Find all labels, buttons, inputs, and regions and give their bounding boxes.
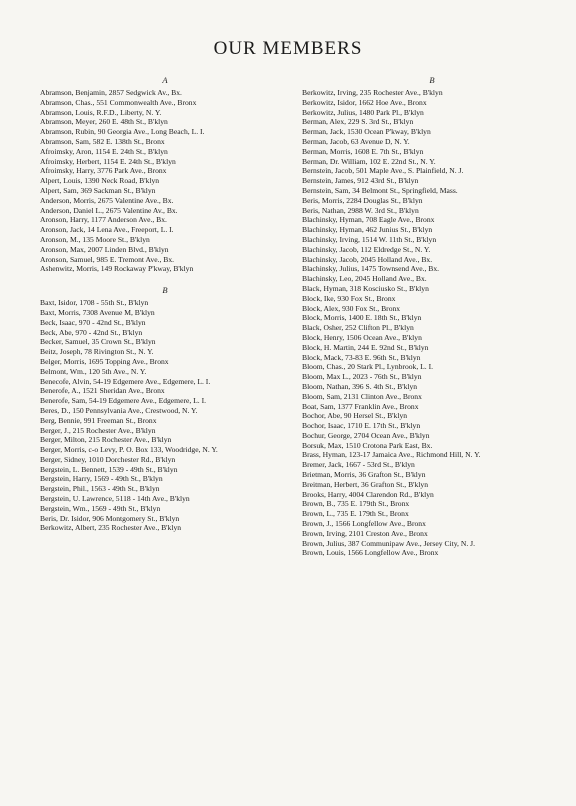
member-entry: Abramson, Sam, 582 E. 138th St., Bronx bbox=[40, 136, 165, 146]
member-entry: Berg, Bennie, 991 Freeman St., Bronx bbox=[40, 415, 157, 425]
member-entry: Anderson, Morris, 2675 Valentine Ave., Bx. bbox=[40, 195, 174, 205]
member-entry: Bloom, Nathan, 396 S. 4th St., B'klyn bbox=[302, 381, 418, 391]
member-list-a bbox=[40, 88, 290, 274]
section-heading-a: A bbox=[162, 75, 168, 85]
member-entry: Aronson, Samuel, 985 E. Tremont Ave., Bx. bbox=[40, 254, 175, 264]
member-entry: Bochor, Isaac, 1710 E. 17th St., B'klyn bbox=[302, 421, 421, 431]
member-entry: Brietman, Morris, 36 Grafton St., B'klyn bbox=[302, 470, 426, 480]
member-entry: Brown, B., 735 E. 179th St., Bronx bbox=[302, 499, 410, 509]
member-entry: Abramson, Benjamin, 2857 Sedgwick Av., Bx. bbox=[40, 88, 182, 97]
member-entry: Baxt, Morris, 7308 Avenue M, B'klyn bbox=[40, 307, 155, 317]
member-entry: Bloom, Max L., 2023 - 76th St., B'klyn bbox=[302, 372, 422, 382]
member-entry: Benerofe, Sam, 54-19 Edgemere Ave., Edgemere, L. I. bbox=[40, 396, 207, 406]
member-entry: Bloom, Chas., 20 Stark Pl., Lynbrook, L. I. bbox=[302, 362, 433, 372]
member-entry: Bergstein, U. Lawrence, 5118 - 14th Ave., B'klyn bbox=[40, 494, 190, 504]
member-entry: Borsuk, Max, 1510 Crotona Park East, Bx. bbox=[302, 440, 433, 450]
member-entry: Bochur, George, 2704 Ocean Ave., B'klyn bbox=[302, 430, 430, 440]
member-list-b-right bbox=[302, 88, 562, 558]
member-entry: Benecofe, Alvin, 54-19 Edgemere Ave., Edgemere, L. I. bbox=[40, 376, 211, 386]
member-entry: Abramson, Chas., 551 Commonwealth Ave., Bronx bbox=[40, 97, 197, 107]
member-entry: Beris, Morris, 2284 Douglas St., B'klyn bbox=[302, 195, 423, 205]
member-entry: Black, Osher, 252 Clifton Pl., B'klyn bbox=[302, 323, 414, 333]
member-entry: Berkowitz, Albert, 235 Rochester Ave., B'klyn bbox=[40, 523, 182, 533]
member-entry: Abramson, Meyer, 260 E. 48th St., B'klyn bbox=[40, 117, 168, 127]
member-entry: Brown, Julius, 387 Communipaw Ave., Jersey City, N. J. bbox=[302, 538, 475, 548]
member-entry: Berman, Jack, 1530 Ocean P'kway, B'klyn bbox=[302, 127, 431, 137]
member-entry: Abramson, Louis, R.F.D., Liberty, N. Y. bbox=[40, 107, 162, 117]
member-entry: Beitz, Joseph, 78 Rivington St., N. Y. bbox=[40, 347, 154, 357]
member-entry: Berger, Milton, 215 Rochester Ave., B'klyn bbox=[40, 435, 172, 445]
member-entry: Berger, Morris, c-o Levy, P. O. Box 133, Woodridge, N. Y. bbox=[40, 445, 218, 455]
member-entry: Beris, Nathan, 2988 W. 3rd St., B'klyn bbox=[302, 205, 419, 215]
member-entry: Ashenwitz, Morris, 149 Rockaway P'kway, B'klyn bbox=[40, 264, 194, 274]
member-entry: Alpert, Louis, 1390 Neck Road, B'klyn bbox=[40, 176, 160, 186]
member-entry: Benerofe, A., 1521 Sheridan Ave., Bronx bbox=[40, 386, 165, 396]
member-entry: Blachinsky, Hyman, 462 Junius St., B'klyn bbox=[302, 225, 433, 235]
member-entry: Aronson, Harry, 1177 Anderson Ave., Bx. bbox=[40, 215, 167, 225]
member-entry: Berman, Dr. William, 102 E. 22nd St., N. Y. bbox=[302, 156, 436, 166]
member-entry: Blachinsky, Irving, 1514 W. 11th St., B'klyn bbox=[302, 234, 437, 244]
member-entry: Blachinsky, Julius, 1475 Townsend Ave., Bx. bbox=[302, 264, 440, 274]
member-entry: Blachinsky, Hyman, 708 Eagle Ave., Bronx bbox=[302, 215, 435, 225]
member-entry: Aronson, Jack, 14 Lena Ave., Freeport, L. I. bbox=[40, 225, 174, 235]
member-entry: Brown, J., 1566 Longfellow Ave., Bronx bbox=[302, 519, 426, 529]
member-entry: Beris, Dr. Isidor, 906 Montgomery St., B'klyn bbox=[40, 513, 180, 523]
member-entry: Berman, Morris, 1608 E. 7th St., B'klyn bbox=[302, 146, 424, 156]
member-entry: Abramson, Rubin, 90 Georgia Ave., Long Beach, L. I. bbox=[40, 127, 205, 137]
member-entry: Block, H. Martin, 244 E. 92nd St., B'klyn bbox=[302, 342, 429, 352]
member-entry: Bergstein, Wm., 1569 - 49th St., B'klyn bbox=[40, 503, 161, 513]
member-entry: Berman, Alex, 229 S. 3rd St., B'klyn bbox=[302, 117, 414, 127]
member-entry: Bremer, Jack, 1667 - 53rd St., B'klyn bbox=[302, 460, 415, 470]
left-column bbox=[40, 74, 290, 533]
member-entry: Berkowitz, Julius, 1480 Park Pl., B'klyn bbox=[302, 107, 424, 117]
member-entry: Anderson, Daniel L., 2675 Valentine Av., Bx. bbox=[40, 205, 178, 215]
member-entry: Brass, Hyman, 123-17 Jamaica Ave., Richmond Hill, N. Y. bbox=[302, 450, 481, 460]
member-list-b-left bbox=[40, 298, 290, 533]
member-entry: Afroimsky, Harry, 3776 Park Ave., Bronx bbox=[40, 166, 167, 176]
member-entry: Brooks, Harry, 4004 Clarendon Rd., B'klyn bbox=[302, 489, 434, 499]
page-title: OUR MEMBERS bbox=[213, 38, 363, 59]
member-entry: Bernstein, Sam, 34 Belmont St., Springfield, Mass. bbox=[302, 185, 458, 195]
member-entry: Beres, D., 150 Pennsylvania Ave., Crestwood, N. Y. bbox=[40, 405, 198, 415]
member-entry: Bloom, Sam, 2131 Clinton Ave., Bronx bbox=[302, 391, 422, 401]
member-entry: Baxt, Isidor, 1708 - 55th St., B'klyn bbox=[40, 298, 149, 308]
member-entry: Block, Alex, 930 Fox St., Bronx bbox=[302, 303, 401, 313]
member-entry: Bergstein, Phil., 1563 - 49th St., B'klyn bbox=[40, 484, 160, 494]
member-entry: Blachinsky, Jacob, 2045 Holland Ave., Bx. bbox=[302, 254, 433, 264]
member-entry: Bernstein, Jacob, 501 Maple Ave., S. Plainfield, N. J. bbox=[302, 166, 464, 176]
section-heading-b: B bbox=[162, 285, 168, 296]
right-column bbox=[302, 74, 562, 558]
member-entry: Becker, Samuel, 35 Crown St., B'klyn bbox=[40, 337, 156, 347]
member-entry: Bochor, Abe, 90 Hersel St., B'klyn bbox=[302, 411, 408, 421]
member-entry: Black, Hyman, 318 Kosciusko St., B'klyn bbox=[302, 283, 429, 293]
member-entry: Berkowitz, Isidor, 1662 Hoe Ave., Bronx bbox=[302, 97, 427, 107]
member-entry: Berkowitz, Irving, 235 Rochester Ave., B'klyn bbox=[302, 88, 443, 97]
member-entry: Berman, Jacob, 63 Avenue D, N. Y. bbox=[302, 136, 410, 146]
member-entry: Block, Mack, 73-83 E. 96th St., B'klyn bbox=[302, 352, 421, 362]
member-entry: Berger, Sidney, 1010 Dorchester Rd., B'klyn bbox=[40, 454, 176, 464]
member-entry: Boat, Sam, 1377 Franklin Ave., Bronx bbox=[302, 401, 419, 411]
member-entry: Afroimsky, Aron, 1154 E. 24th St., B'klyn bbox=[40, 146, 168, 156]
member-entry: Brown, Irving, 2101 Creston Ave., Bronx bbox=[302, 528, 428, 538]
member-entry: Afroimsky, Herbert, 1154 E. 24th St., B'klyn bbox=[40, 156, 176, 166]
member-entry: Block, Morris, 1400 E. 18th St., B'klyn bbox=[302, 313, 422, 323]
section-heading-b-continued: B bbox=[429, 75, 435, 85]
member-entry: Blachinsky, Jacob, 112 Eldredge St., N. Y. bbox=[302, 244, 431, 254]
member-entry: Bergstein, L. Bennett, 1539 - 49th St., B'klyn bbox=[40, 464, 178, 474]
member-entry: Block, Ike, 930 Fox St., Bronx bbox=[302, 293, 396, 303]
member-entry: Bergstein, Harry, 1569 - 49th St., B'klyn bbox=[40, 474, 163, 484]
member-entry: Bernstein, James, 912 43rd St., B'klyn bbox=[302, 176, 419, 186]
member-entry: Brown, Louis, 1566 Longfellow Ave., Bronx bbox=[302, 548, 439, 558]
member-entry: Berger, J., 215 Rochester Ave., B'klyn bbox=[40, 425, 156, 435]
member-entry: Aronson, Max, 2007 Linden Blvd., B'klyn bbox=[40, 244, 169, 254]
member-entry: Belmont, Wm., 120 5th Ave., N. Y. bbox=[40, 366, 147, 376]
member-entry: Alpert, Sam, 369 Sackman St., B'klyn bbox=[40, 185, 156, 195]
member-entry: Beck, Abe, 970 - 42nd St., B'klyn bbox=[40, 327, 143, 337]
member-entry: Blachinsky, Leo, 2045 Holland Ave., Bx. bbox=[302, 274, 427, 284]
member-entry: Aronson, M., 135 Moore St., B'klyn bbox=[40, 234, 150, 244]
member-entry: Breitman, Herbert, 36 Grafton St., B'klyn bbox=[302, 479, 429, 489]
member-entry: Belger, Morris, 1695 Topping Ave., Bronx bbox=[40, 356, 169, 366]
member-entry: Brown, L., 735 E. 179th St., Bronx bbox=[302, 509, 409, 519]
member-entry: Block, Henry, 1506 Ocean Ave., B'klyn bbox=[302, 332, 422, 342]
member-entry: Beck, Isaac, 970 - 42nd St., B'klyn bbox=[40, 317, 146, 327]
